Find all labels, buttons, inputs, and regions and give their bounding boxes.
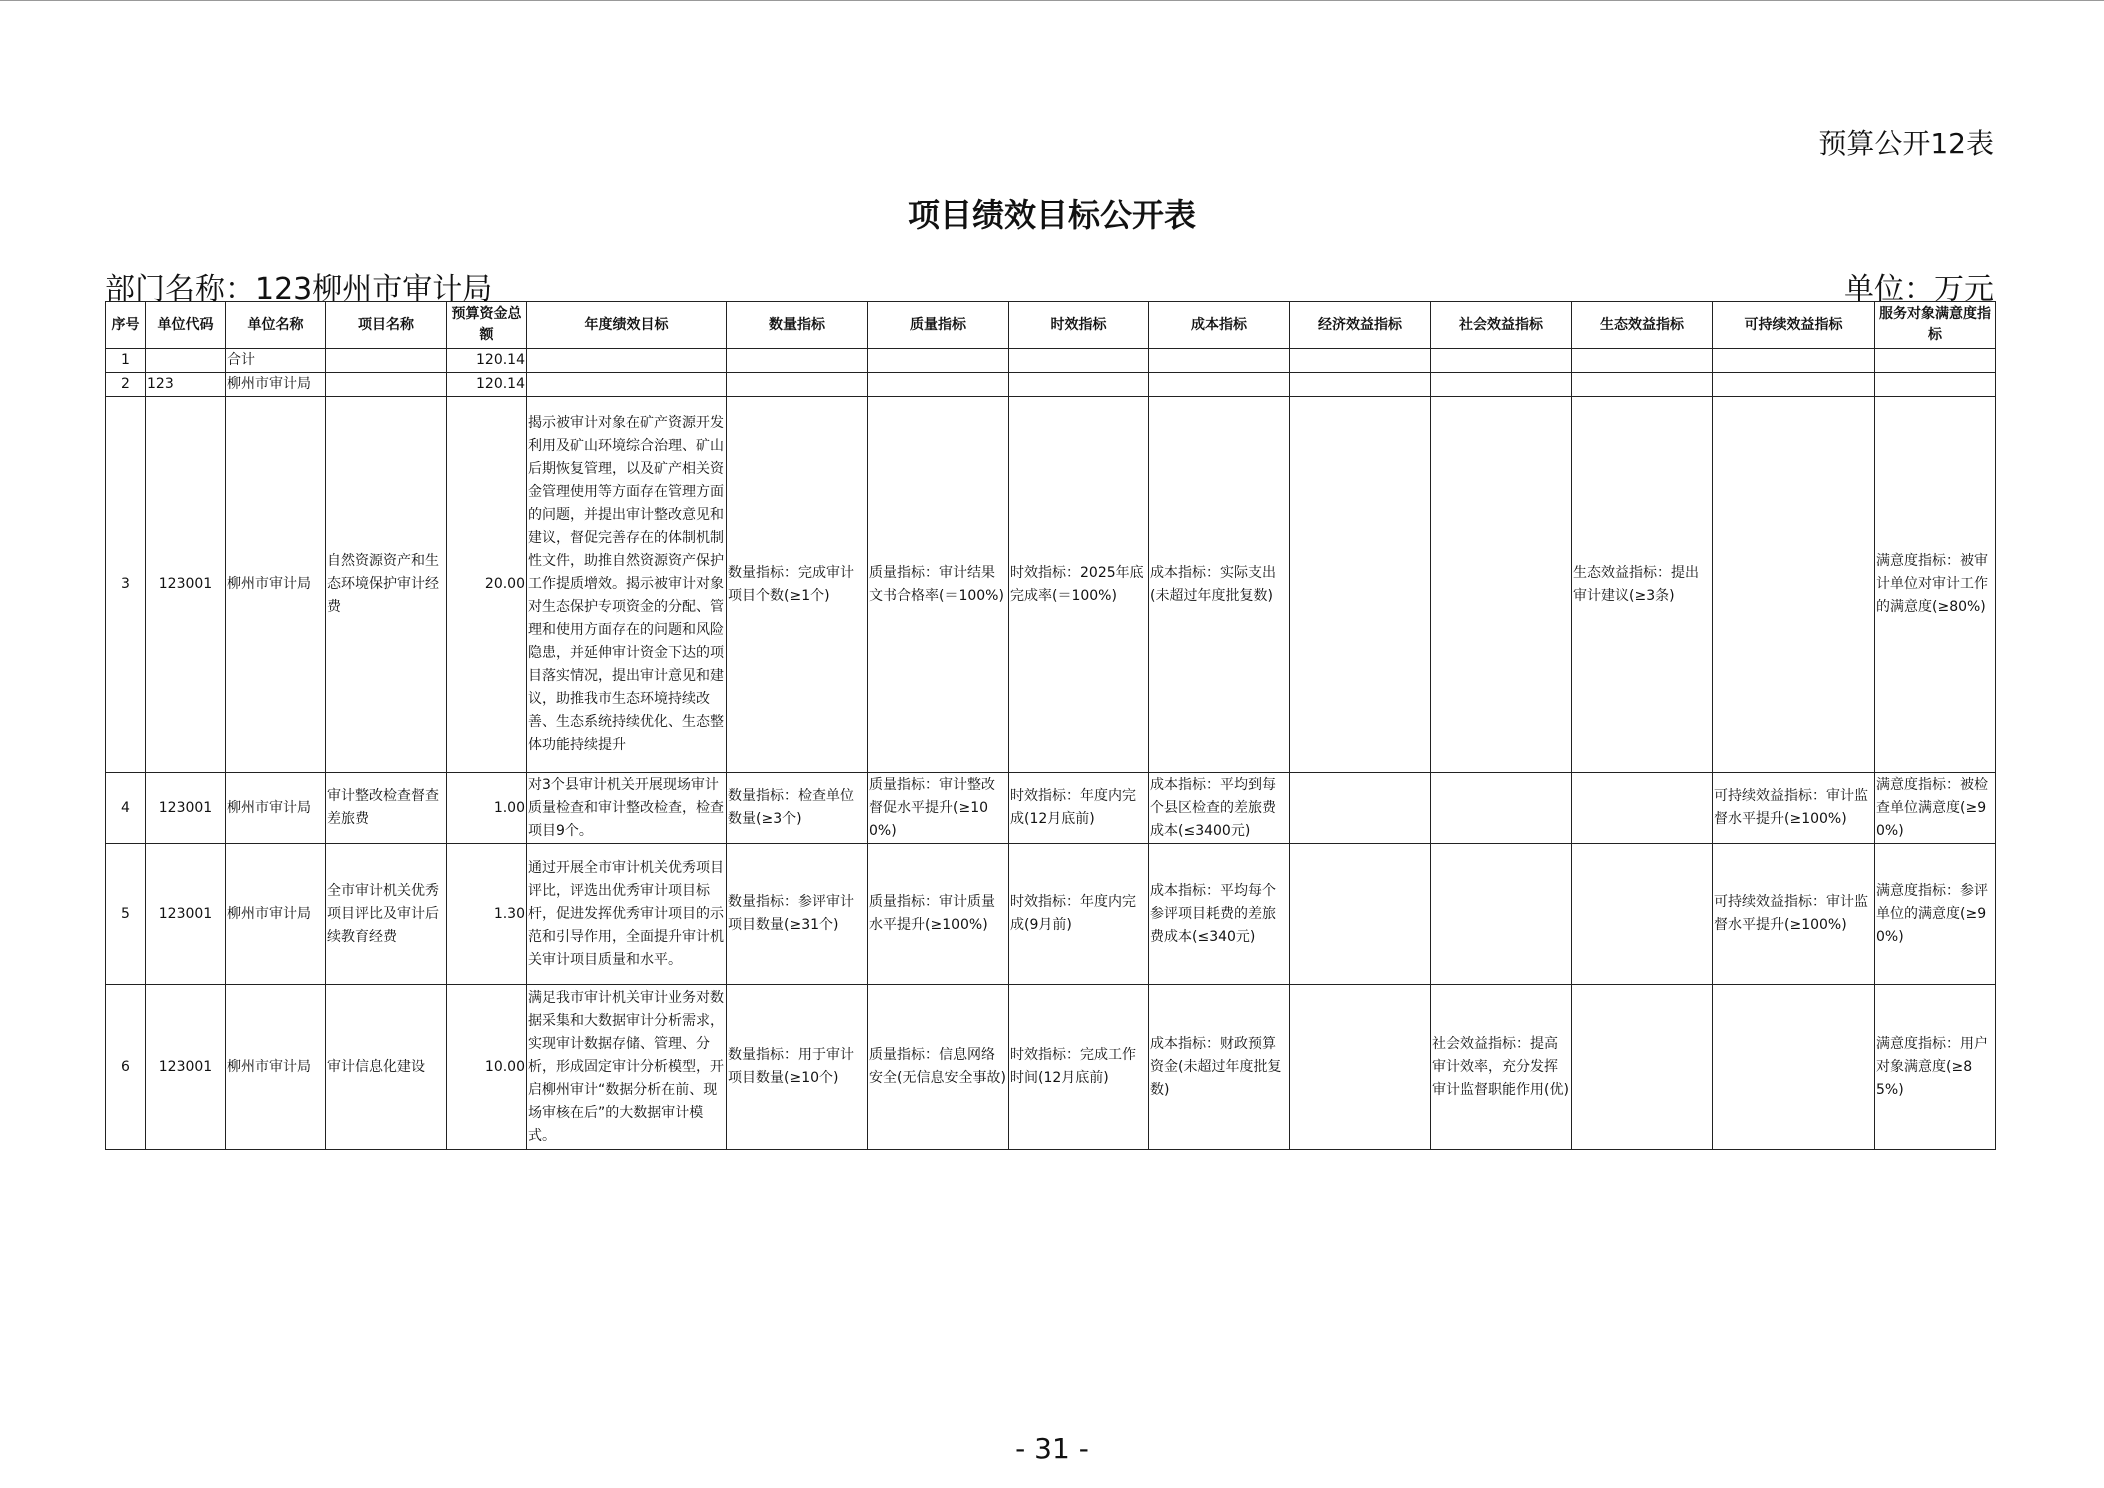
cell-satisfaction: 满意度指标：参评单位的满意度(≥90%) xyxy=(1875,844,1996,985)
cell-project-name: 自然资源资产和生态环境保护审计经费 xyxy=(326,397,447,773)
cell-unit-code: 123001 xyxy=(146,844,226,985)
cell-project-name xyxy=(326,349,447,373)
cell-index: 3 xyxy=(106,397,146,773)
table-header-row xyxy=(106,302,1996,349)
cell-ecological: 生态效益指标：提出审计建议(≥3条) xyxy=(1572,397,1713,773)
cell-quantity xyxy=(727,373,868,397)
page-number: - 31 - xyxy=(1015,1432,1089,1465)
cell-budget: 120.14 xyxy=(447,373,527,397)
department-name: 部门名称：123柳州市审计局 xyxy=(105,272,493,307)
cell-ecological xyxy=(1572,349,1713,373)
cell-unit-name: 柳州市审计局 xyxy=(226,373,326,397)
cell-cost: 成本指标：平均每个参评项目耗费的差旅费成本(≤340元) xyxy=(1149,844,1290,985)
cell-sustainable xyxy=(1713,349,1875,373)
cell-unit-code: 123001 xyxy=(146,397,226,773)
cell-satisfaction: 满意度指标：被审计单位对审计工作的满意度(≥80%) xyxy=(1875,397,1996,773)
performance-goals-table xyxy=(105,301,1996,1150)
col-header-timeliness: 时效指标 xyxy=(1009,302,1149,349)
cell-sustainable: 可持续效益指标：审计监督水平提升(≥100%) xyxy=(1713,844,1875,985)
col-header-annual-goal: 年度绩效目标 xyxy=(527,302,727,349)
cell-quantity xyxy=(727,349,868,373)
cell-quantity: 数量指标：用于审计项目数量(≥10个) xyxy=(727,985,868,1150)
col-header-economic: 经济效益指标 xyxy=(1290,302,1431,349)
cell-annual-goal xyxy=(527,349,727,373)
cell-timeliness: 时效指标：2025年底完成率(＝100%) xyxy=(1009,397,1149,773)
cell-unit-name: 柳州市审计局 xyxy=(226,844,326,985)
cell-social: 社会效益指标：提高审计效率，充分发挥审计监督职能作用(优) xyxy=(1431,985,1572,1150)
cell-quality: 质量指标：审计结果文书合格率(＝100%) xyxy=(868,397,1009,773)
cell-cost: 成本指标：财政预算资金(未超过年度批复数) xyxy=(1149,985,1290,1150)
cell-social xyxy=(1431,397,1572,773)
cell-unit-code: 123 xyxy=(146,373,226,397)
cell-sustainable xyxy=(1713,985,1875,1150)
cell-unit-name: 柳州市审计局 xyxy=(226,397,326,773)
table-row xyxy=(106,397,1996,773)
cell-quantity: 数量指标：检查单位数量(≥3个) xyxy=(727,773,868,844)
table-row xyxy=(106,349,1996,373)
cell-ecological xyxy=(1572,844,1713,985)
cell-index: 2 xyxy=(106,373,146,397)
cell-quality xyxy=(868,373,1009,397)
cell-index: 6 xyxy=(106,985,146,1150)
col-header-project-name: 项目名称 xyxy=(326,302,447,349)
cell-cost xyxy=(1149,373,1290,397)
cell-ecological xyxy=(1572,773,1713,844)
cell-satisfaction: 满意度指标：用户对象满意度(≥85%) xyxy=(1875,985,1996,1150)
cell-project-name xyxy=(326,373,447,397)
col-header-social: 社会效益指标 xyxy=(1431,302,1572,349)
cell-ecological xyxy=(1572,373,1713,397)
col-header-budget-total: 预算资金总额 xyxy=(447,302,527,349)
cell-unit-name: 柳州市审计局 xyxy=(226,985,326,1150)
cell-satisfaction: 满意度指标：被检查单位满意度(≥90%) xyxy=(1875,773,1996,844)
table-row xyxy=(106,985,1996,1150)
cell-cost xyxy=(1149,349,1290,373)
cell-unit-code: 123001 xyxy=(146,773,226,844)
cell-quality: 质量指标：审计整改督促水平提升(≥100%) xyxy=(868,773,1009,844)
table-row xyxy=(106,773,1996,844)
cell-budget: 120.14 xyxy=(447,349,527,373)
cell-social xyxy=(1431,773,1572,844)
cell-project-name: 全市审计机关优秀项目评比及审计后续教育经费 xyxy=(326,844,447,985)
cell-unit-code xyxy=(146,349,226,373)
cell-quantity: 数量指标：参评审计项目数量(≥31个) xyxy=(727,844,868,985)
cell-project-name: 审计整改检查督查差旅费 xyxy=(326,773,447,844)
col-header-quantity: 数量指标 xyxy=(727,302,868,349)
col-header-sustainable: 可持续效益指标 xyxy=(1713,302,1875,349)
cell-unit-name: 柳州市审计局 xyxy=(226,773,326,844)
cell-quality xyxy=(868,349,1009,373)
form-code-label: 预算公开12表 xyxy=(1818,127,1994,160)
cell-economic xyxy=(1290,773,1431,844)
col-header-index: 序号 xyxy=(106,302,146,349)
cell-project-name: 审计信息化建设 xyxy=(326,985,447,1150)
col-header-unit-code: 单位代码 xyxy=(146,302,226,349)
cell-annual-goal xyxy=(527,373,727,397)
cell-social xyxy=(1431,373,1572,397)
page-top-border xyxy=(0,0,2104,1)
cell-economic xyxy=(1290,349,1431,373)
cell-index: 5 xyxy=(106,844,146,985)
unit-label: 单位：万元 xyxy=(1844,272,1994,307)
cell-unit-code: 123001 xyxy=(146,985,226,1150)
page-title: 项目绩效目标公开表 xyxy=(907,196,1196,234)
cell-economic xyxy=(1290,397,1431,773)
cell-annual-goal: 满足我市审计机关审计业务对数据采集和大数据审计分析需求，实现审计数据存储、管理、分析，形成固定审计分析模型，开启柳州审计“数据分析在前、现场审核在后”的大数据审计模式。 xyxy=(527,985,727,1150)
cell-unit-name: 合计 xyxy=(226,349,326,373)
cell-economic xyxy=(1290,844,1431,985)
cell-index: 1 xyxy=(106,349,146,373)
cell-social xyxy=(1431,349,1572,373)
cell-timeliness xyxy=(1009,349,1149,373)
cell-sustainable xyxy=(1713,397,1875,773)
cell-cost: 成本指标：实际支出(未超过年度批复数) xyxy=(1149,397,1290,773)
col-header-ecological: 生态效益指标 xyxy=(1572,302,1713,349)
col-header-quality: 质量指标 xyxy=(868,302,1009,349)
table-row xyxy=(106,373,1996,397)
cell-quantity: 数量指标：完成审计项目个数(≥1个) xyxy=(727,397,868,773)
cell-annual-goal: 对3个县审计机关开展现场审计质量检查和审计整改检查，检查项目9个。 xyxy=(527,773,727,844)
cell-index: 4 xyxy=(106,773,146,844)
cell-timeliness: 时效指标：完成工作时间(12月底前) xyxy=(1009,985,1149,1150)
col-header-cost: 成本指标 xyxy=(1149,302,1290,349)
cell-satisfaction xyxy=(1875,373,1996,397)
cell-satisfaction xyxy=(1875,349,1996,373)
cell-ecological xyxy=(1572,985,1713,1150)
cell-social xyxy=(1431,844,1572,985)
cell-quality: 质量指标：审计质量水平提升(≥100%) xyxy=(868,844,1009,985)
cell-quality: 质量指标：信息网络安全(无信息安全事故) xyxy=(868,985,1009,1150)
cell-cost: 成本指标：平均到每个县区检查的差旅费成本(≤3400元) xyxy=(1149,773,1290,844)
cell-annual-goal: 通过开展全市审计机关优秀项目评比，评选出优秀审计项目标杆，促进发挥优秀审计项目的示范和引导作用，全面提升审计机关审计项目质量和水平。 xyxy=(527,844,727,985)
cell-budget: 20.00 xyxy=(447,397,527,773)
cell-timeliness: 时效指标：年度内完成(9月前) xyxy=(1009,844,1149,985)
table-row xyxy=(106,844,1996,985)
cell-economic xyxy=(1290,985,1431,1150)
cell-annual-goal: 揭示被审计对象在矿产资源开发利用及矿山环境综合治理、矿山后期恢复管理，以及矿产相关资金管理使用等方面存在管理方面的问题，并提出审计整改意见和建议，督促完善存在的体制机制性文件，助推自然资源资产保护工作提质增效。揭示被审计对象对生态保护专项资金的分配、管理和使用方面存在的问题和风险隐患，并延伸审计资金下达的项目落实情况，提出审计意见和建议，助推我市生态环境持续改善、生态系统持续优化、生态整体功能持续提升 xyxy=(527,397,727,773)
cell-sustainable: 可持续效益指标：审计监督水平提升(≥100%) xyxy=(1713,773,1875,844)
col-header-satisfaction: 服务对象满意度指标 xyxy=(1875,302,1996,349)
cell-economic xyxy=(1290,373,1431,397)
cell-budget: 10.00 xyxy=(447,985,527,1150)
cell-timeliness: 时效指标：年度内完成(12月底前) xyxy=(1009,773,1149,844)
cell-budget: 1.00 xyxy=(447,773,527,844)
cell-timeliness xyxy=(1009,373,1149,397)
cell-budget: 1.30 xyxy=(447,844,527,985)
col-header-unit-name: 单位名称 xyxy=(226,302,326,349)
cell-sustainable xyxy=(1713,373,1875,397)
